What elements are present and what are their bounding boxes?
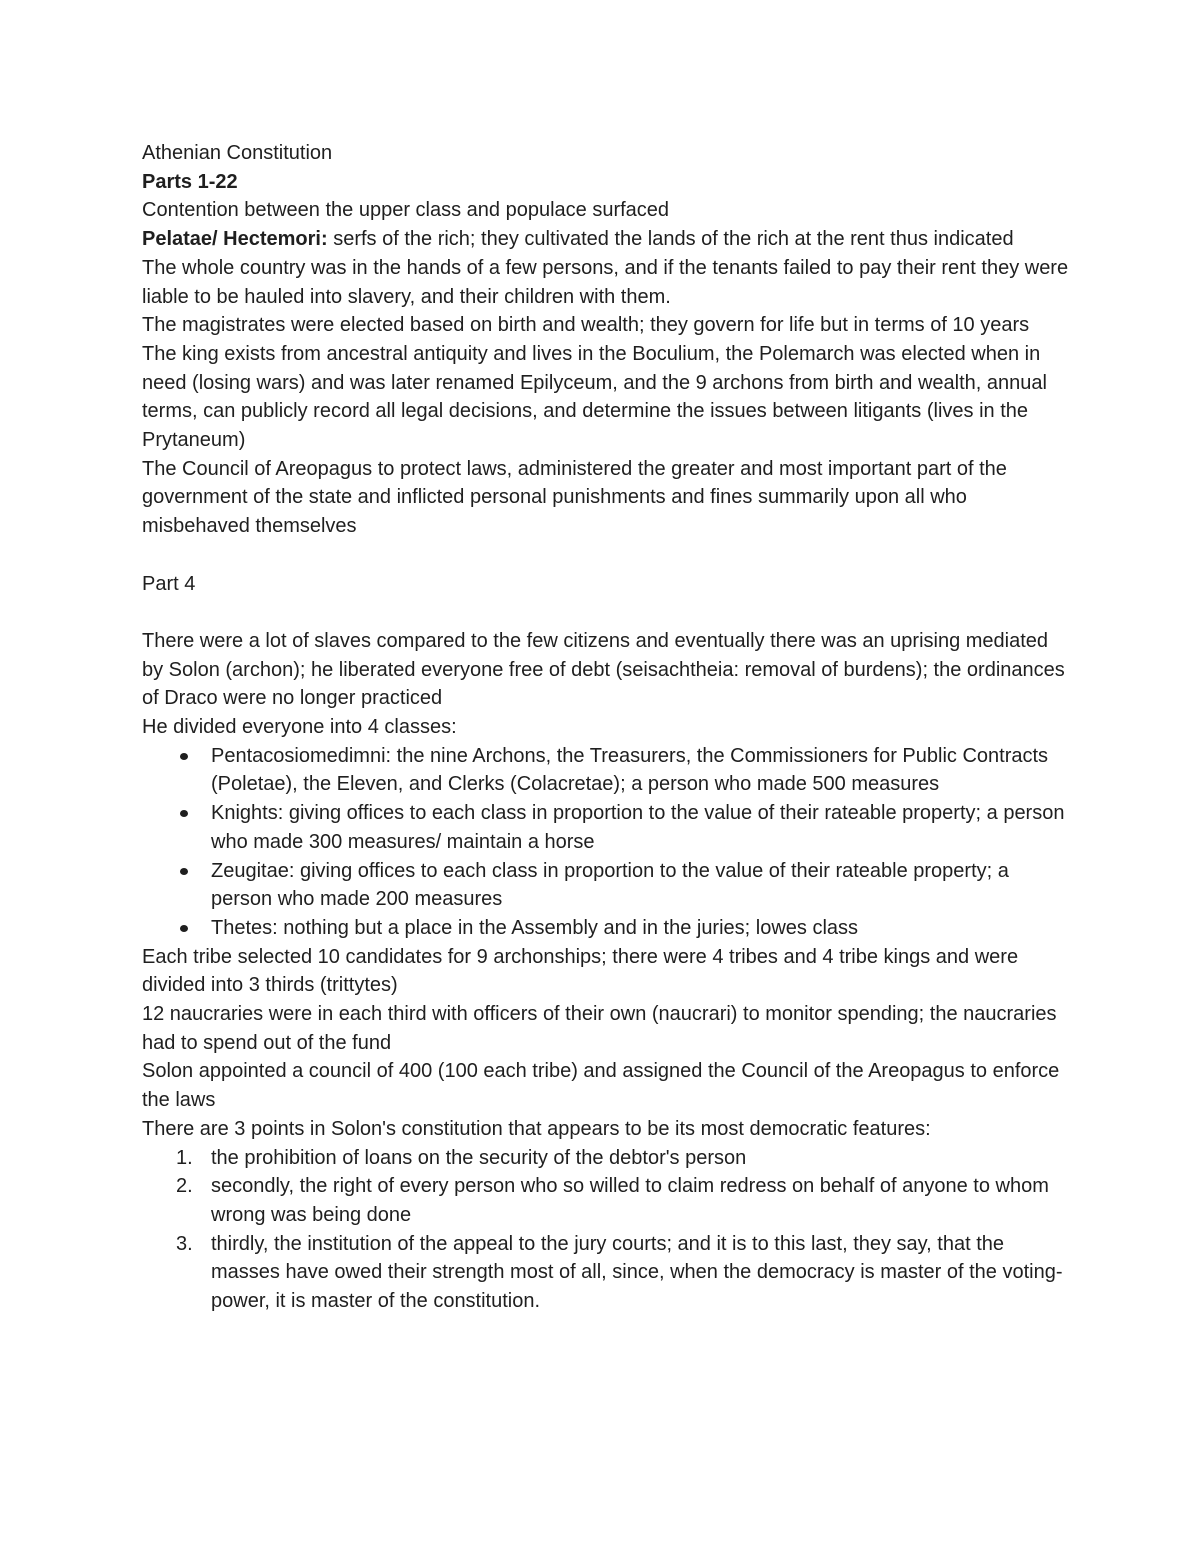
bullet-icon <box>180 868 188 875</box>
list-item <box>142 1144 1072 1173</box>
list-item-text: Zeugitae: giving offices to each class in proportion to the value of their rateable property; a person who made 200 measures <box>211 859 1009 911</box>
list-number: 2. <box>176 1175 193 1198</box>
paragraph-naucraries: 12 naucraries were in each third with officers of their own (naucrari) to monitor spending; the naucraries had to spend out of the fund <box>142 1003 1057 1054</box>
classes-list <box>142 742 1072 943</box>
paragraph-pelatae <box>142 225 1072 254</box>
paragraph-slaves: There were a lot of slaves compared to the few citizens and eventually there was an uprising mediated by Solon (archon); he liberated everyone free of debt (seisachtheia: removal of burdens); the ordinances of Draco were no longer practiced <box>142 629 1065 710</box>
bullet-icon <box>180 810 188 817</box>
pelatae-term: Pelatae/ Hectemori: <box>142 228 328 251</box>
parts-heading: Parts 1-22 <box>142 170 238 193</box>
paragraph-solon-council: Solon appointed a council of 400 (100 each tribe) and assigned the Council of the Areopagus to enforce the laws <box>142 1060 1060 1112</box>
paragraph-contention: Contention between the upper class and populace surfaced <box>142 199 670 222</box>
list-item-text: Knights: giving offices to each class in proportion to the value of their rateable property; a person who made 300 measures/ maintain a horse <box>211 802 1065 853</box>
paragraph-council: The Council of Areopagus to protect laws, administered the greater and most important part of the government of the state and inflicted personal punishments and fines summarily upon all who misbehaved themselves <box>142 457 1007 538</box>
paragraph-country: The whole country was in the hands of a few persons, and if the tenants failed to pay their rent they were liable to be hauled into slavery, and their children with them. <box>142 256 1069 308</box>
list-number: 1. <box>176 1146 193 1169</box>
paragraph-king: The king exists from ancestral antiquity and lives in the Boculium, the Polemarch was elected when in need (losing wars) and was later renamed Epilyceum, and the 9 archons from birth and wealth, annual terms, can publicly record all legal decisions, and determine the issues between litigants (lives in the Prytaneum) <box>142 342 1047 452</box>
blank-line <box>142 541 1072 570</box>
blank-line <box>142 598 1072 627</box>
list-item <box>142 1230 1072 1316</box>
paragraph-divided: He divided everyone into 4 classes: <box>142 716 457 739</box>
list-item-text: thirdly, the institution of the appeal to the jury courts; and it is to this last, they say, that the masses have owed their strength most of all, since, when the democracy is master of the voting-power, it is master of the constitution. <box>211 1232 1063 1313</box>
points-list <box>142 1144 1072 1316</box>
document-page <box>142 139 1072 1316</box>
list-item <box>142 1172 1072 1229</box>
list-item <box>142 799 1072 856</box>
list-item <box>142 742 1072 799</box>
bullet-icon <box>180 925 188 932</box>
pelatae-definition: serfs of the rich; they cultivated the lands of the rich at the rent thus indicated <box>327 228 1014 251</box>
document-title: Athenian Constitution <box>142 142 333 164</box>
list-item-text: Thetes: nothing but a place in the Assembly and in the juries; lowes class <box>211 916 859 939</box>
paragraph-tribe: Each tribe selected 10 candidates for 9 archonships; there were 4 tribes and 4 tribe kings and were divided into 3 thirds (trittytes) <box>142 945 1019 997</box>
paragraph-magistrates: The magistrates were elected based on birth and wealth; they govern for life but in terms of 10 years <box>142 314 1030 337</box>
list-item-text: Pentacosiomedimni: the nine Archons, the Treasurers, the Commissioners for Public Contracts (Poletae), the Eleven, and Clerks (Colacretae); a person who made 500 measures <box>211 744 1049 796</box>
list-item <box>142 914 1072 943</box>
bullet-icon <box>180 753 188 760</box>
paragraph-points: There are 3 points in Solon's constitution that appears to be its most democratic features: <box>142 1117 931 1140</box>
list-item-text: secondly, the right of every person who so willed to claim redress on behalf of anyone to whom wrong was being done <box>211 1175 1049 1226</box>
part4-heading: Part 4 <box>142 572 196 595</box>
list-item-text: the prohibition of loans on the security of the debtor's person <box>211 1146 747 1169</box>
list-item <box>142 857 1072 914</box>
list-number: 3. <box>176 1232 193 1255</box>
